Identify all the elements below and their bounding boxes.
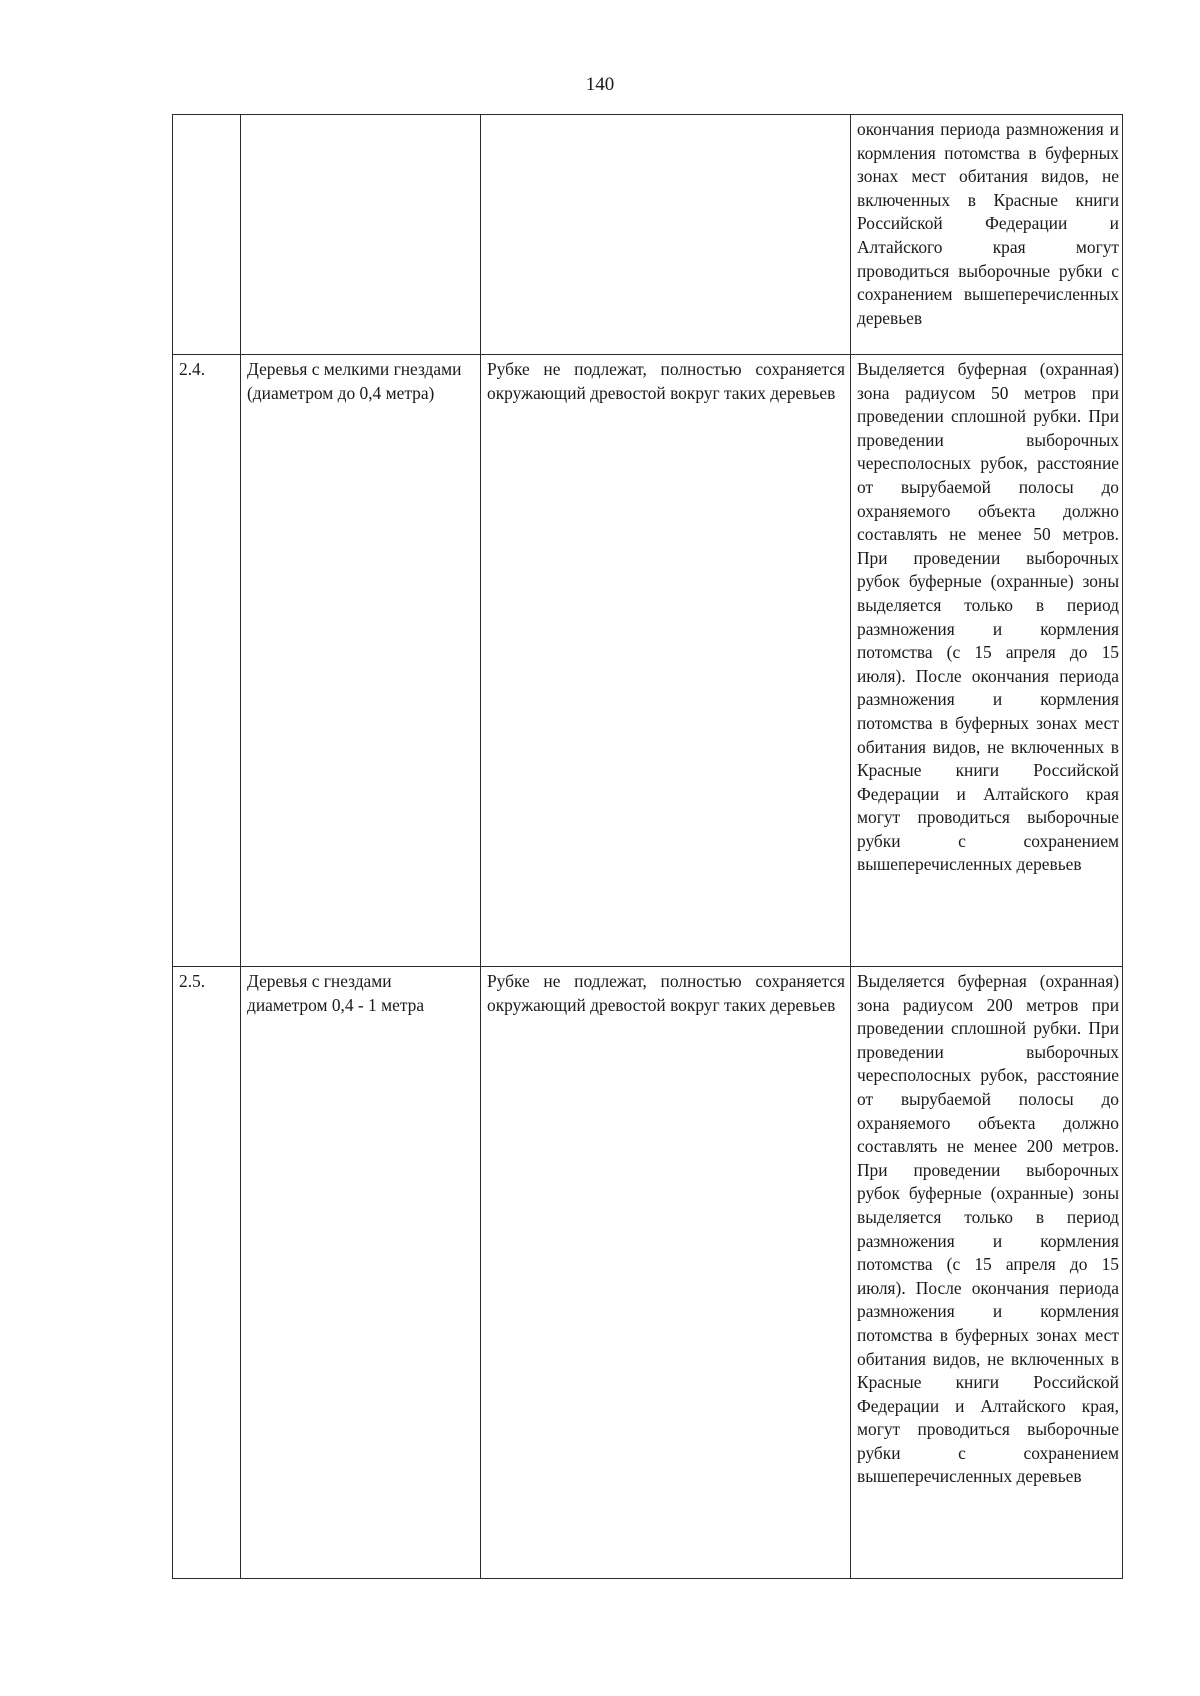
row-number-cell: 2.5. [173, 967, 241, 1579]
table-row [173, 355, 1123, 967]
protection-measure-cell: Рубке не подлежат, полностью сохраняется окружающий древостой вокруг таких деревьев [481, 355, 851, 967]
buffer-zone-cell: окончания периода размножения и кормления потомства в буферных зонах мест обитания видов, не включенных в Красные книги Российской Федерации и Алтайского края могут проводиться выборочные рубки с сохранением вышеперечисленных деревьев [851, 115, 1123, 355]
requirements-table [172, 114, 1123, 1579]
row-number-cell [173, 115, 241, 355]
protected-object-cell: Деревья с мелкими гнездами (диаметром до 0,4 метра) [241, 355, 481, 967]
protection-measure-cell [481, 115, 851, 355]
protected-object-cell: Деревья с гнездами диаметром 0,4 - 1 метра [241, 967, 481, 1579]
table-row [173, 967, 1123, 1579]
table-row [173, 115, 1123, 355]
row-number-cell: 2.4. [173, 355, 241, 967]
page-number: 140 [585, 74, 615, 95]
buffer-zone-cell: Выделяется буферная (охранная) зона радиусом 50 метров при проведении сплошной рубки. При проведении выборочных чересполосных рубок, расстояние от вырубаемой полосы до охраняемого объекта должно составлять не менее 50 метров. При проведении выборочных рубок буферные (охранные) зоны выделяется только в период размножения и кормления потомства (с 15 апреля до 15 июля). После окончания периода размножения и кормления потомства в буферных зонах мест обитания видов, не включенных в Красные книги Российской Федерации и Алтайского края могут проводиться выборочные рубки с сохранением вышеперечисленных деревьев [851, 355, 1123, 967]
protected-object-cell [241, 115, 481, 355]
buffer-zone-cell: Выделяется буферная (охранная) зона радиусом 200 метров при проведении сплошной рубки. При проведении выборочных чересполосных рубок, расстояние от вырубаемой полосы до охраняемого объекта должно составлять не менее 200 метров. При проведении выборочных рубок буферные (охранные) зоны выделяется только в период размножения и кормления потомства (с 15 апреля до 15 июля). После окончания периода размножения и кормления потомства в буферных зонах мест обитания видов, не включенных в Красные книги Российской Федерации и Алтайского края, могут проводиться выборочные рубки с сохранением вышеперечисленных деревьев [851, 967, 1123, 1579]
protection-measure-cell: Рубке не подлежат, полностью сохраняется окружающий древостой вокруг таких деревьев [481, 967, 851, 1579]
